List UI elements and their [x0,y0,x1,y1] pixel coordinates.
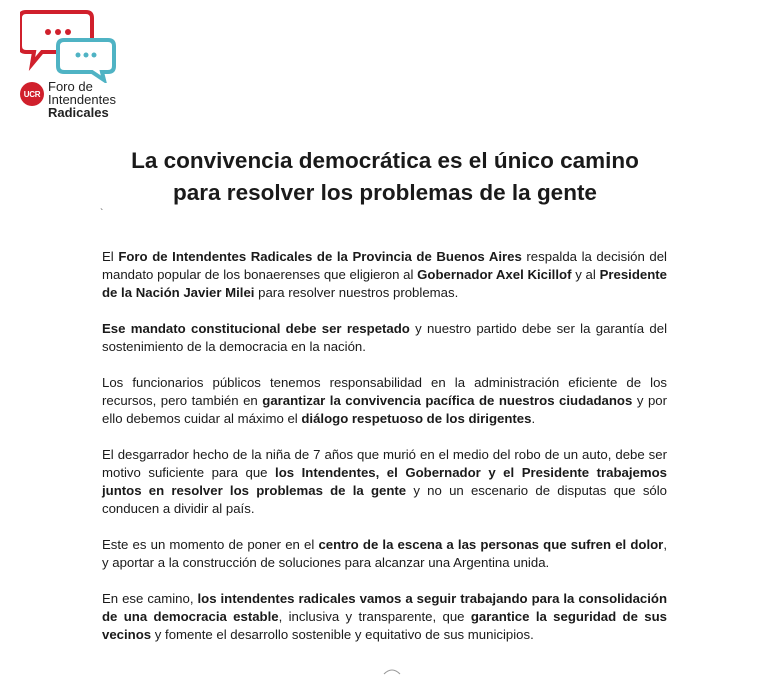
text-run: y al [571,267,600,282]
logo-text [48,80,116,119]
bold-text: los Intendentes, el Gobernador y el Presidente trabajemos juntos en resolver los problemas de la gente [102,465,668,498]
title-line-1: La convivencia democrática es el único camino [131,148,639,173]
bold-text: centro de la escena a las personas que sufren el dolor [318,537,664,552]
paragraph-1 [102,248,667,302]
paragraph-2 [102,320,667,356]
text-run: respalda la decisión del mandato popular de los bonaerenses que eligieron al [102,249,667,282]
title-line-2: para resolver los problemas de la gente [173,180,597,205]
logo-line-3: Radicales [48,105,109,120]
paragraph-3 [102,374,667,428]
text-run: y no un escenario de disputas que sólo conducen a dividir al país. [102,483,668,516]
foro-logo [20,8,130,120]
bold-text: los intendentes radicales vamos a seguir trabajando para la consolidación de una democracia estable [102,591,668,624]
text-run: En ese camino, [102,591,198,606]
bold-text: Ese mandato constitucional debe ser respetado [102,321,410,336]
logo-line-1: Foro de [48,79,93,94]
bold-text: Presidente de la Nación Javier Milei [102,267,667,300]
paragraph-4 [102,446,667,518]
paragraph-5 [102,536,667,572]
bold-text: diálogo respetuoso de los dirigentes [301,411,532,426]
text-run: Este es un momento de poner en el [102,537,319,552]
bold-text: garantice la seguridad de sus vecinos [102,609,667,642]
bold-text: Foro de Intendentes Radicales de la Provincia de Buenos Aires [118,249,522,264]
text-run: Los funcionarios públicos tenemos responsabilidad en la administración eficiente de los recursos, pero también en [102,375,667,408]
bold-text: garantizar la convivencia pacífica de nuestros ciudadanos [262,393,633,408]
text-run: y por ello debemos cuidar al máximo el [102,393,668,426]
logo-line-2: Intendentes [48,92,116,107]
text-run: . [531,411,536,426]
paragraph-6 [102,590,667,644]
bold-text: Gobernador Axel Kicillof [417,267,572,282]
text-run: , y aportar a la construcción de soluciones para alcanzar una Argentina unida. [102,537,667,570]
stray-mark: ` [100,208,104,219]
text-run: El desgarrador hecho de la niña de 7 años que murió en el medio del robo de un auto, debe ser motivo suficiente para que [102,447,667,480]
ucr-badge: UCR [20,82,44,106]
text-run: El [102,249,119,264]
text-run: para resolver nuestros problemas. [254,285,459,300]
page-edge-mark [382,666,402,675]
document-title [0,145,770,209]
text-run: , inclusiva y transparente, que [278,609,471,624]
text-run: y fomente el desarrollo sostenible y equitativo de sus municipios. [151,627,534,642]
document-body [102,248,667,662]
speech-bubbles-icon [20,8,130,83]
text-run: y nuestro partido debe ser la garantía del sostenimiento de la democracia en la nación. [102,321,668,354]
